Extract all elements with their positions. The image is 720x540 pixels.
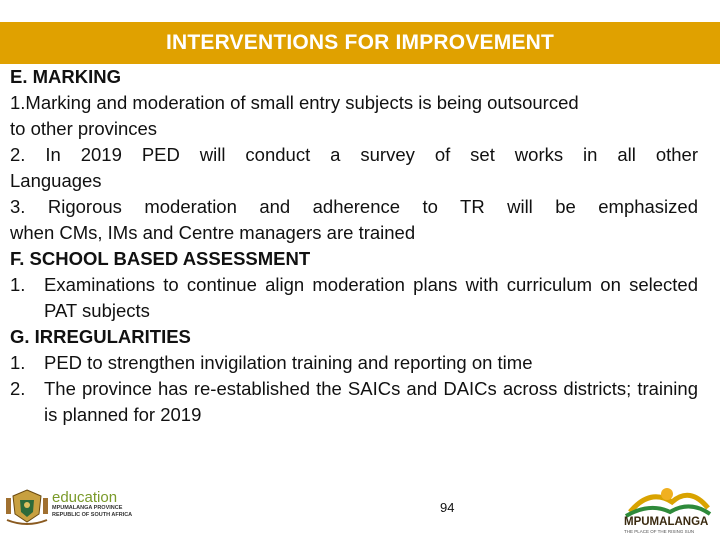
- education-logo: [52, 490, 132, 519]
- education-word: education: [52, 489, 118, 506]
- g1-item: [10, 350, 698, 376]
- mpumalanga-text: MPUMALANGA: [624, 516, 709, 528]
- slide-content: [10, 64, 698, 428]
- e2-line-1: 2. In 2019 PED will conduct a survey of set works in all other: [10, 144, 698, 165]
- mpumalanga-tagline: THE PLACE OF THE RISING SUN: [624, 529, 695, 534]
- e3-line-2: when CMs, IMs and Centre managers are trained: [10, 222, 416, 243]
- g1-number: 1.: [10, 352, 26, 373]
- g2-number: 2.: [10, 378, 26, 399]
- province-line: MPUMALANGA PROVINCE: [52, 505, 123, 511]
- republic-line: REPUBLIC OF SOUTH AFRICA: [52, 512, 133, 518]
- f1-text: Examinations to continue align moderation plans with curriculum on selected PAT subjects: [44, 274, 698, 321]
- footer: [0, 476, 720, 540]
- e1-line-2: to other provinces: [10, 118, 158, 139]
- f1-item: [10, 272, 698, 324]
- g2-text: The province has re-established the SAICs and DAICs across districts; training is planned for 2019: [44, 378, 698, 425]
- section-g-heading: G. IRREGULARITIES: [10, 326, 191, 347]
- coat-of-arms-icon: [5, 486, 49, 526]
- e1-line-1: 1.Marking and moderation of small entry subjects is being outsourced: [10, 92, 579, 113]
- g1-text: PED to strengthen invigilation training and reporting on time: [44, 352, 533, 373]
- e3-line-1: 3. Rigorous moderation and adherence to TR will be emphasized: [10, 196, 698, 217]
- page-number: 94: [440, 500, 455, 515]
- f1-number: 1.: [10, 274, 26, 295]
- title-bar: [0, 22, 720, 64]
- section-e-heading: E. MARKING: [10, 66, 121, 87]
- slide-title: INTERVENTIONS FOR IMPROVEMENT: [165, 31, 555, 54]
- e2-line-2: Languages: [10, 170, 102, 191]
- g2-item: [10, 376, 698, 428]
- section-f-heading: F. SCHOOL BASED ASSESSMENT: [10, 248, 311, 269]
